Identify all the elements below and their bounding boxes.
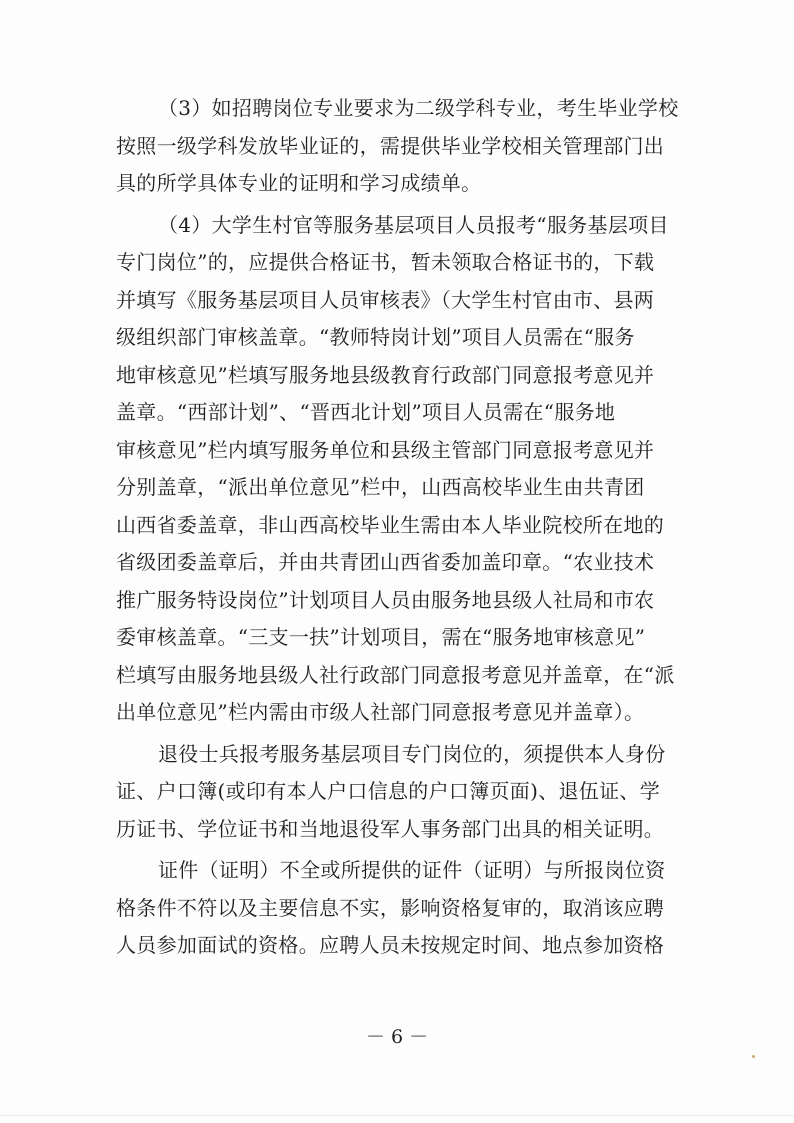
- text-line: 山西省委盖章，非山西高校毕业生需由本人毕业院校所在地的: [116, 512, 665, 537]
- text-line: 分别盖章，“派出单位意见”栏中，山西高校毕业生由共青团: [116, 475, 645, 499]
- text-line: 推广服务特设岗位”计划项目人员由服务地县级人社局和市农: [116, 587, 655, 612]
- paragraph-3: [116, 90, 696, 203]
- page-number: － 6 －: [365, 1026, 429, 1048]
- text-line: 专门岗位”的，应提供合格证书，暂未领取合格证书的，下载: [116, 250, 655, 274]
- text-line: 级组织部门审核盖章。“教师特岗计划”项目人员需在“服务: [116, 325, 635, 349]
- body-text: [116, 90, 696, 965]
- text-line: 退役士兵报考服务基层项目专门岗位的，须提供本人身份: [158, 741, 666, 766]
- text-line: 按照一级学科发放毕业证的，需提供毕业学校相关管理部门出: [116, 133, 665, 158]
- text-line: 人员参加面试的资格。应聘人员未按规定时间、地点参加资格: [116, 933, 665, 957]
- text-line: 栏填写由服务地县级人社行政部门同意报考意见并盖章，在“派: [116, 662, 675, 687]
- paragraph-veterans: [116, 736, 696, 849]
- text-line: 地审核意见”栏填写服务地县级教育行政部门同意报考意见并: [116, 362, 655, 387]
- text-line: 并填写《服务基层项目人员审核表》（大学生村官由市、县两: [116, 287, 655, 312]
- text-line: 委审核盖章。“三支一扶”计划项目，需在“服务地审核意见”: [116, 625, 646, 649]
- scan-speck: [752, 1055, 755, 1058]
- text-line: 证件（证明）不全或所提供的证件（证明）与所报岗位资: [158, 858, 666, 882]
- text-line: （4）大学生村官等服务基层项目人员报考“服务基层项目: [158, 212, 669, 237]
- text-line: 省级团委盖章后，并由共青团山西省委加盖印章。“农业技术: [116, 550, 655, 574]
- text-line: 格条件不符以及主要信息不实，影响资格复审的，取消该应聘: [116, 895, 665, 920]
- text-line: 出单位意见”栏内需由市级人社部门同意报考意见并盖章）。: [116, 700, 645, 724]
- text-line: 审核意见”栏内填写服务单位和县级主管部门同意报考意见并: [116, 437, 655, 462]
- paragraph-4: [116, 207, 696, 732]
- text-line: （3）如招聘岗位专业要求为二级学科专业，考生毕业学校: [158, 96, 679, 120]
- text-line: 历证书、学位证书和当地退役军人事务部门出具的相关证明。: [116, 816, 665, 841]
- page-edge: [0, 1115, 794, 1116]
- text-line: 具的所学具体专业的证明和学习成绩单。: [116, 171, 482, 195]
- text-line: 盖章。“西部计划”、“晋西北计划”项目人员需在“服务地: [116, 400, 616, 424]
- text-line: 证、户口簿(或印有本人户口信息的户口簿页面)、退伍证、学: [116, 779, 661, 803]
- paragraph-certificates: [116, 852, 696, 965]
